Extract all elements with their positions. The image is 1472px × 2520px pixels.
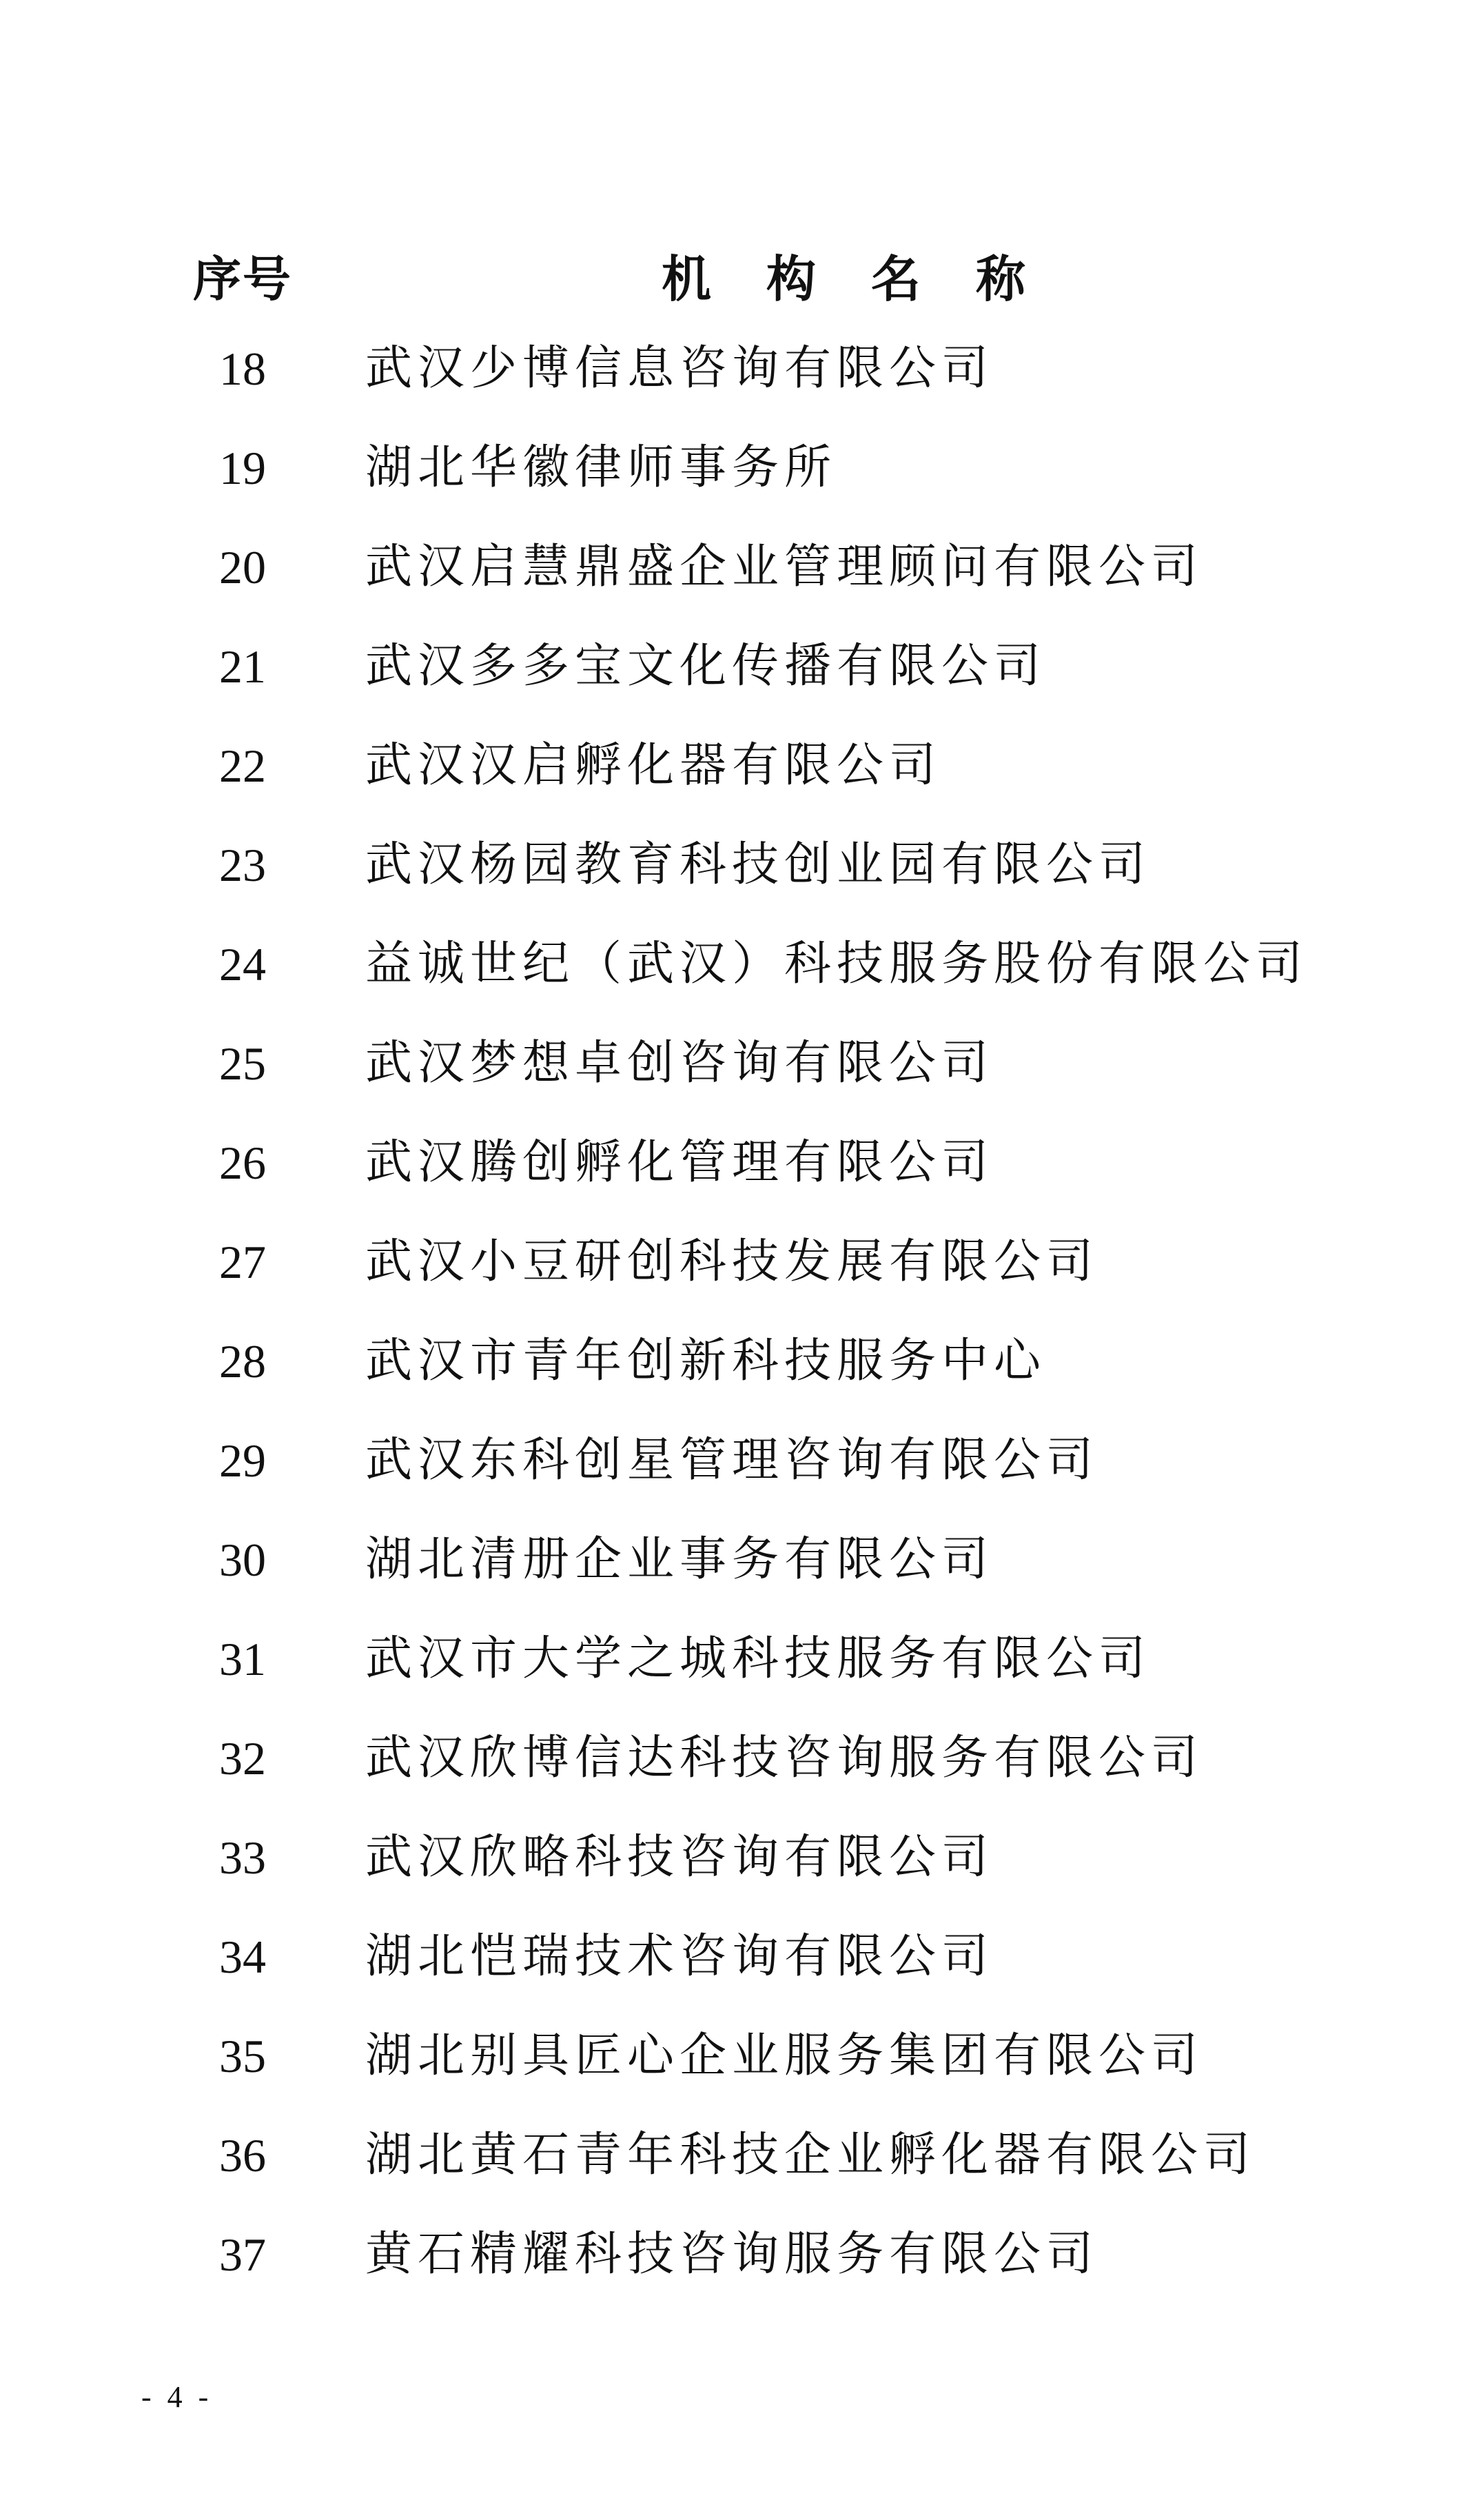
row-number: 32 [219, 1732, 266, 1785]
row-number: 26 [219, 1137, 266, 1189]
organization-name: 武汉小豆研创科技发展有限公司 [365, 1234, 1099, 1289]
organization-name: 武汉多多宝文化传播有限公司 [365, 639, 1047, 693]
table-row [0, 1423, 1472, 1522]
row-number: 35 [219, 2030, 266, 2082]
table-row [0, 827, 1472, 926]
column-header-number: 序号 [193, 251, 292, 307]
table-row [0, 1323, 1472, 1423]
row-number: 20 [219, 541, 266, 593]
table-row [0, 1621, 1472, 1720]
organization-name: 湖北清册企业事务有限公司 [365, 1532, 994, 1587]
organization-name: 湖北华徽律师事务所 [365, 440, 837, 495]
row-number: 31 [219, 1633, 266, 1685]
row-number: 23 [219, 839, 266, 891]
table-row [0, 430, 1472, 529]
row-number: 37 [219, 2228, 266, 2281]
table-row [0, 2117, 1472, 2217]
row-number: 34 [219, 1931, 266, 1983]
organization-name: 益诚世纪（武汉）科技服务股份有限公司 [365, 937, 1309, 991]
page-number: - 4 - [141, 2380, 213, 2414]
organization-name: 武汉少博信息咨询有限公司 [365, 341, 994, 396]
organization-name: 湖北恺瑞技术咨询有限公司 [365, 1929, 994, 1984]
table-row [0, 1224, 1472, 1323]
organization-name: 黄石精耀科技咨询服务有限公司 [365, 2227, 1099, 2282]
column-header-organization-name: 机构名称 [662, 250, 1081, 308]
row-number: 21 [219, 640, 266, 693]
row-number: 28 [219, 1335, 266, 1388]
row-number: 25 [219, 1037, 266, 1090]
row-number: 30 [219, 1534, 266, 1586]
organization-name: 武汉东科创星管理咨询有限公司 [365, 1433, 1099, 1487]
organization-name: 武汉腾创孵化管理有限公司 [365, 1135, 994, 1190]
table-row [0, 1919, 1472, 2018]
table-row [0, 2018, 1472, 2117]
organization-name: 武汉杨园教育科技创业园有限公司 [365, 837, 1152, 892]
row-number: 24 [219, 938, 266, 990]
table-row [0, 1720, 1472, 1820]
row-number: 36 [219, 2129, 266, 2182]
row-number: 19 [219, 442, 266, 494]
row-number: 27 [219, 1236, 266, 1288]
organization-name: 武汉市青年创新科技服务中心 [365, 1334, 1047, 1388]
table-row [0, 926, 1472, 1026]
table-row [0, 1125, 1472, 1224]
table-row [0, 1820, 1472, 1919]
row-number: 18 [219, 343, 266, 395]
row-number: 29 [219, 1434, 266, 1487]
organization-name: 武汉欣略科技咨询有限公司 [365, 1830, 994, 1884]
table-row [0, 1026, 1472, 1125]
table-row [0, 1522, 1472, 1621]
organization-name: 武汉欣博信达科技咨询服务有限公司 [365, 1731, 1204, 1785]
organization-name: 武汉启慧鼎盛企业管理顾问有限公司 [365, 540, 1204, 594]
organization-list [0, 331, 1472, 2316]
organization-name: 武汉市大学之城科技服务有限公司 [365, 1632, 1152, 1686]
table-row [0, 529, 1472, 629]
table-row [0, 331, 1472, 430]
organization-name: 武汉梦想卓创咨询有限公司 [365, 1036, 994, 1090]
organization-name: 武汉汉启孵化器有限公司 [365, 738, 942, 793]
table-row [0, 728, 1472, 827]
row-number: 22 [219, 740, 266, 792]
organization-name: 湖北黄石青年科技企业孵化器有限公司 [365, 2128, 1256, 2182]
table-header [0, 238, 1472, 321]
organization-name: 湖北别具匠心企业服务集团有限公司 [365, 2029, 1204, 2083]
table-row [0, 629, 1472, 728]
table-row [0, 2217, 1472, 2316]
row-number: 33 [219, 1831, 266, 1884]
